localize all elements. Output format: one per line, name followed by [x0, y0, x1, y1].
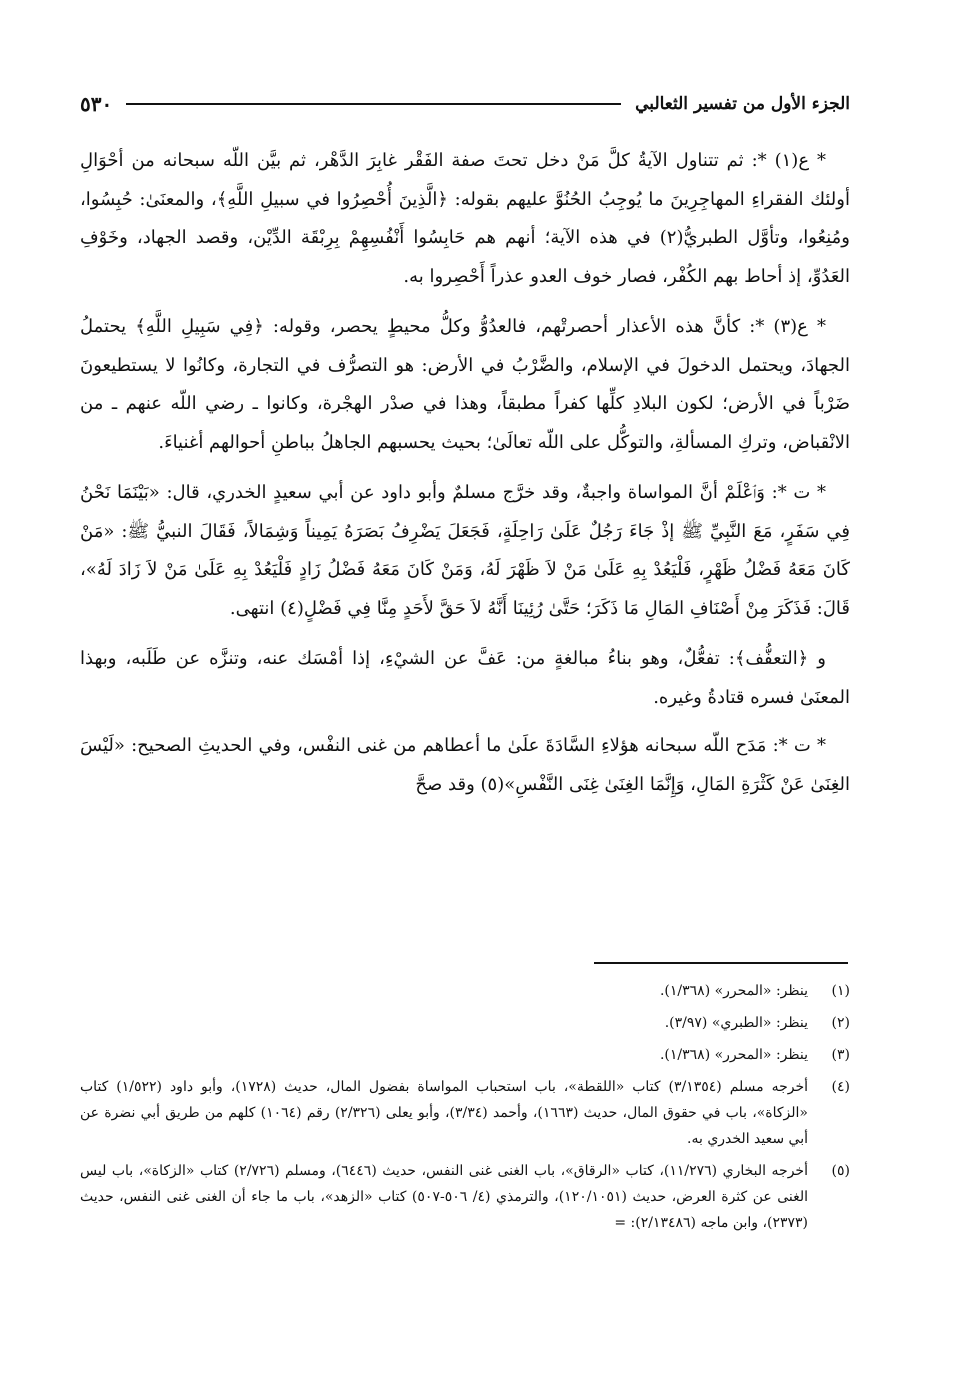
- footnote-5: [80, 1158, 850, 1236]
- footnote-2: [80, 1010, 850, 1036]
- paragraph-2: * ع(٣) *: كأنَّ هذه الأعذار أحصرتْهم، فالعدُوُّ وكلُّ محيطٍ يحصر، وقوله: ﴿فِي سَبِيلِ اللَّهِ﴾ يحتملُ الجهادَ، ويحتمل الدخولَ في الإسلام، والضَّرْبُ في الأرض: هو التصرُّف في التجارة، وكانُوا لا يستطيعونَ ضَرْباً في الأرض؛ لكون البلادِ كلِّها كفراً مطبقاً، وهذا في صدْر الهجْرة، وكانوا ـ رضي اللّه عنهم ـ من الانْقباض، وتركِ المسألةِ، والتوكُّل على اللّه تعالَىٰ؛ بحيث يحسبهم الجاهلُ بباطنِ أحوالهم أغنياءَ.: [80, 316, 851, 453]
- footnotes: [80, 978, 850, 1242]
- running-title: الجزء الأول من تفسير الثعالبي: [635, 94, 850, 114]
- paragraph-5: * ت *: مَدَح اللّه سبحانه هؤلاءِ السَّادَةَ علَىٰ ما أعطاهم من غنى النفْس، وفي الحديثِ الصحيح: «لَيْسَ الغِنَىٰ عَنْ كَثْرَةِ المَالِ، وَإِنَّمَا الغِنَىٰ غِنَى النَّفْسِ»(٥) وقد صحَّ: [80, 735, 850, 795]
- paragraph-4: و ﴿التعفُّف﴾: تفعُّلٌ، وهو بناءُ مبالغةٍ من: عَفَّ عن الشيْءِ، إذا أمْسَك عنه، وتنزَّه عن طَلَبه، وبهذا المعنَىٰ فسره قتادةُ وغيره.: [80, 648, 850, 708]
- footnote-4: [80, 1074, 850, 1152]
- footnote-number: (٣): [831, 1047, 850, 1063]
- footnote-number: (٥): [831, 1163, 850, 1179]
- paragraph-3: * ت *: وَٱعْلَمْ أنَّ المواساة واجبةٌ، وقد خرَّج مسلمٌ وأبو داود عن أبي سعيدٍ الخدري، قال: «بَيْنَمَا نَحْنُ فِي سَفَرٍ، مَعَ النَّبِيِّ ﷺ إذْ جَاءَ رَجُلٌ عَلَىٰ رَاحِلَةٍ، فَجَعَلَ يَضْرِفُ بَصَرَهُ يَمِيناً وَشِمَالاً، فَقَالَ النبيُّ ﷺ: «مَنْ كَانَ مَعَهُ فَضْلُ ظَهْرٍ، فَلْيَعُدْ بِهِ عَلَىٰ مَنْ لاَ ظَهْرَ لَهُ، وَمَنْ كَانَ مَعَهُ فَضْلُ زَادٍ فَلْيَعُدْ بِهِ عَلَىٰ مَنْ لاَ زَادَ لَهُ»، قَالَ: فَذَكَرَ مِنْ أَصْنَافِ المَالِ مَا ذَكَرَ؛ حَتَّىٰ رُئِينَا أَنَّهُ لاَ حَقَّ لأَحَدٍ مِنَّا فِي فَضْلٍ(٤) انتهى.: [80, 482, 850, 619]
- page-number: ٥٣٠: [80, 92, 113, 116]
- footnote-text: أخرجه مسلم (٣/١٣٥٤) كتاب «اللقطة»، باب استحباب المواساة بفضول المال، حديث (١٧٢٨)، وأبو داود (١/٥٢٢) كتاب «الزكاة»، باب في حقوق المال، حديث (١٦٦٣)، وأحمد (٣/٣٤)، وأبو يعلى (٢/٣٢٦) رقم (١٠٦٤) كلهم من طريق أبي نضرة عن أبي سعيد الخدري به.: [80, 1079, 809, 1147]
- footnote-number: (٤): [831, 1079, 850, 1095]
- footnote-number: (١): [831, 983, 850, 999]
- page-header: [80, 86, 850, 122]
- header-rule: [126, 103, 621, 105]
- footnote-3: [80, 1042, 850, 1068]
- paragraph-1: * ع(١) *: ثم تتناول الآيةُ كلَّ مَنْ دخل تحتَ صفة الفَقْر غابِرَ الدَّهْر، ثم بيَّن اللّه سبحانه من أحْوَالِ أولئك الفقراءِ المهاجِرِينَ ما يُوجِبُ الحُنُوَّ عليهم بقوله: ﴿الَّذِينَ أُحْصِرُوا في سبيلِ اللَّهِ﴾، والمعنَىٰ: حُبِسُوا، ومُنِعُوا، وتأوَّل الطبريُّ(٢) في هذه الآية؛ أنهم هم حَابِسُوا أَنْفُسِهِمْ بِرِبْقَة الدِّيْن، وقصد الجهاد، وخَوْفِ العَدُوِّ، إذ أحاط بهم الكُفْر، فصار خوف العدو عذراً أَحْصِروا به.: [80, 150, 850, 287]
- footnote-text: ينظر: «المحرر» (١/٣٦٨).: [659, 1047, 808, 1063]
- footnote-separator: [594, 962, 848, 964]
- footnote-text: ينظر: «الطبري» (٣/٩٧).: [664, 1015, 808, 1031]
- main-text: [80, 142, 850, 816]
- footnote-number: (٢): [831, 1015, 850, 1031]
- footnote-text: ينظر: «المحرر» (١/٣٦٨).: [659, 983, 808, 999]
- footnote-1: [80, 978, 850, 1004]
- footnote-text: أخرجه البخاري (١١/٢٧٦)، كتاب «الرقاق»، باب الغنى غنى النفس، حديث (٦٤٤٦)، ومسلم (٢/٧٢٦) كتاب «الزكاة»، باب ليس الغنى عن كثرة العرض، حديث (١٢٠/١٠٥١)، والترمذي (٤/ ٥٠٦-٥٠٧) كتاب «الزهد»، باب ما جاء أن الغنى غنى النفس، حديث (٢٣٧٣)، وابن ماجه (٢/١٣٤٨٦): =: [80, 1163, 809, 1231]
